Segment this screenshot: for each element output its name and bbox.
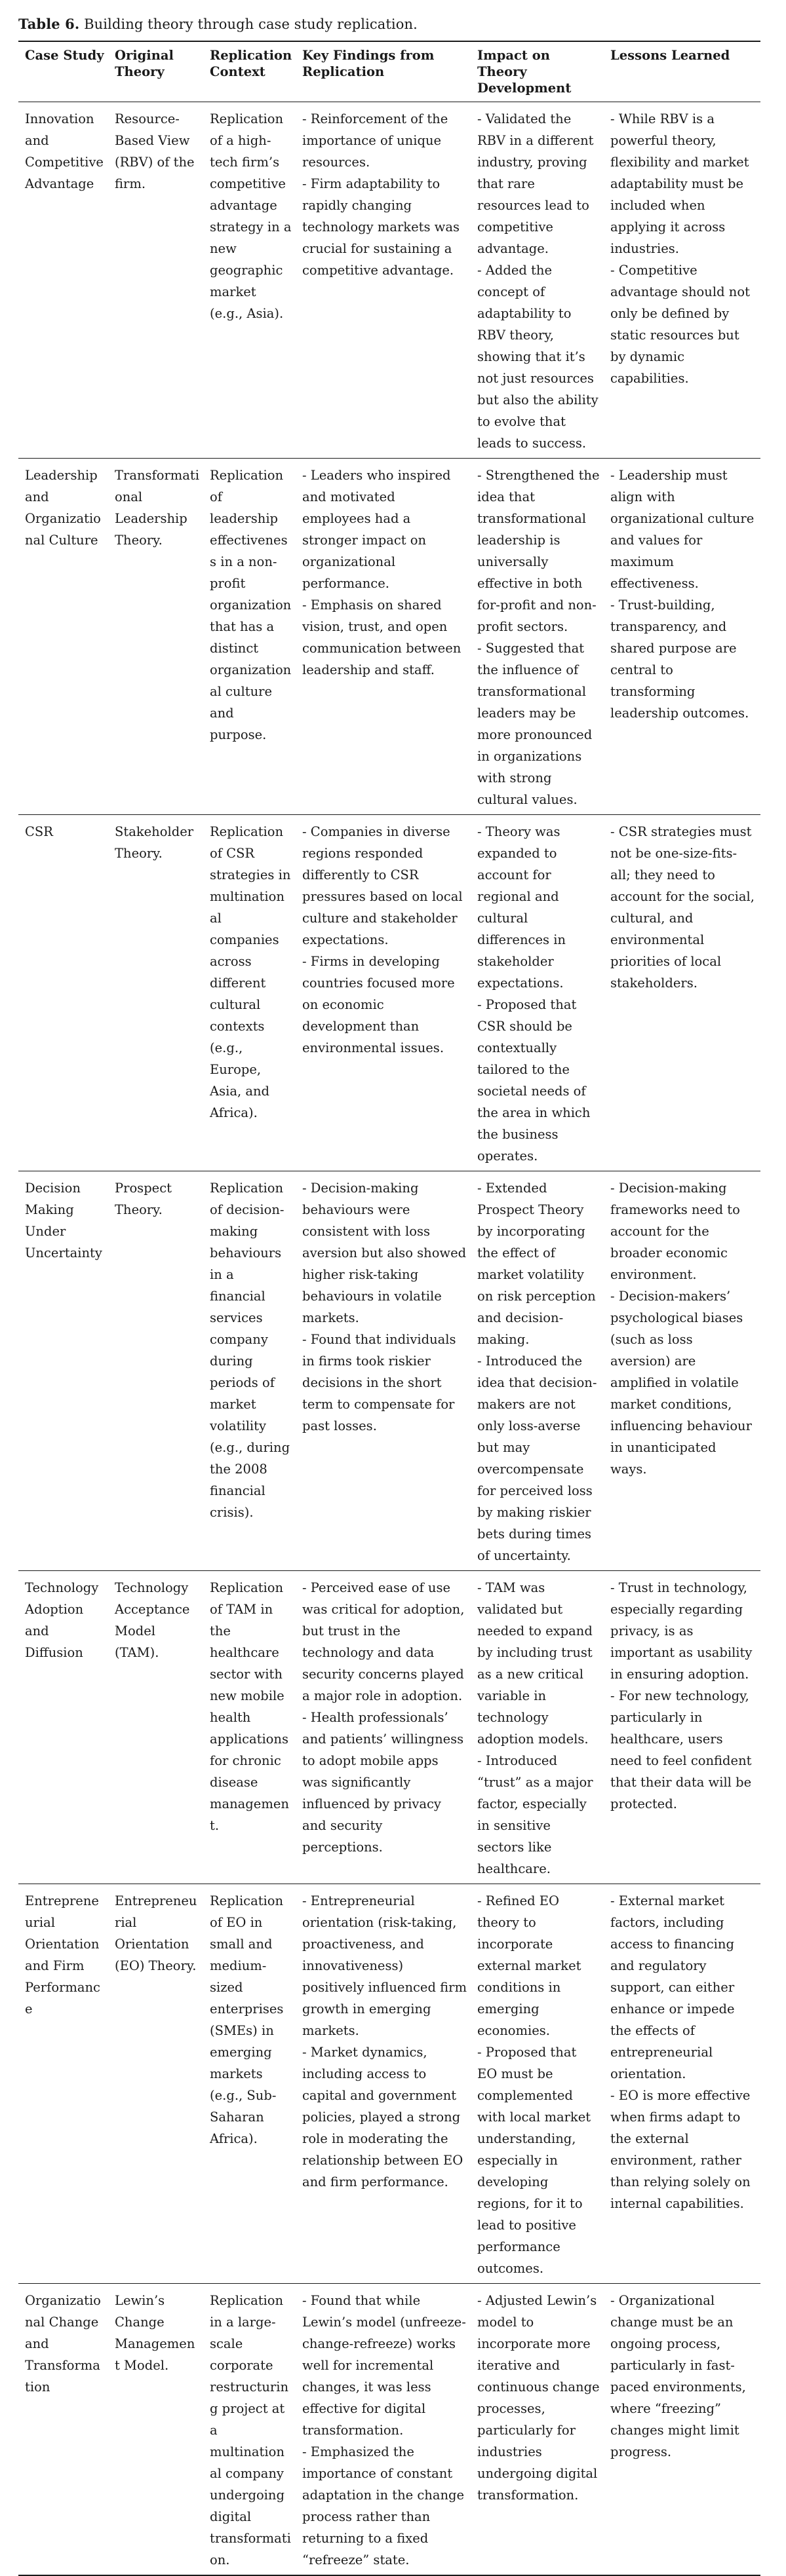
impact-item: - Added the concept of adaptability to RBV theory, showing that it’s not just resources but also the ability to evolve that leads to success. — [477, 263, 599, 451]
header-impact: Impact on Theory Development — [471, 41, 604, 102]
cell-case-study: CSR — [18, 815, 108, 1171]
finding-item: - Companies in diverse regions responded differently to CSR pressures based on local culture and stakeholder expectations. — [302, 824, 463, 947]
impact-item: - Proposed that CSR should be contextually tailored to the societal needs of the area in which the business operates. — [477, 997, 591, 1164]
cell-lessons — [604, 2284, 760, 2576]
cell-replication-context: Replication of leadership effectiveness in a non-profit organization that has a distinct organizational culture and purpose. — [203, 459, 296, 815]
table-caption-label: Table 6. — [18, 16, 80, 32]
lesson-item: - Organizational change must be an ongoing process, particularly in fast-paced environments, where “freezing” changes might limit progress. — [610, 2293, 746, 2459]
header-replication-context: Replication Context — [203, 41, 296, 102]
table-row — [18, 815, 760, 1171]
impact-item: - Validated the RBV in a different industry, proving that rare resources lead to competitive advantage. — [477, 111, 594, 256]
table-row — [18, 459, 760, 815]
cell-original-theory: Transformational Leadership Theory. — [108, 459, 203, 815]
finding-item: - Market dynamics, including access to capital and government policies, played a strong role in moderating the relationship between EO and firm performance. — [302, 2045, 463, 2189]
impact-item: - Suggested that the influence of transformational leaders may be more pronounced in organizations with strong cultural values. — [477, 641, 593, 807]
cell-case-study: Decision Making Under Uncertainty — [18, 1171, 108, 1571]
cell-case-study: Innovation and Competitive Advantage — [25, 111, 104, 191]
impact-item: - Proposed that EO must be complemented with local market understanding, especially in developing regions, for it to lead to positive performance outcomes. — [477, 2045, 591, 2276]
cell-lessons — [604, 459, 760, 815]
lesson-item: - Trust-building, transparency, and shared purpose are central to transforming leadership outcomes. — [610, 597, 749, 721]
cell-original-theory: Resource-Based View (RBV) of the firm. — [115, 111, 195, 191]
cell-original-theory: Lewin’s Change Management Model. — [108, 2284, 203, 2576]
case-study-replication-table — [18, 41, 760, 2576]
cell-key-findings — [296, 459, 471, 815]
finding-item: - Found that while Lewin’s model (unfreeze-change-refreeze) works well for incremental changes, it was less effective for digital transformation. — [302, 2293, 466, 2438]
finding-item: - Health professionals’ and patients’ willingness to adopt mobile apps was significantly influenced by privacy and security perceptions. — [302, 1710, 464, 1855]
cell-key-findings — [296, 102, 471, 459]
cell-replication-context: Replication of decision-making behaviours in a financial services company during periods of market volatility (e.g., during the 2008 financial crisis). — [203, 1171, 296, 1571]
cell-key-findings — [296, 2284, 471, 2576]
cell-key-findings — [296, 1884, 471, 2284]
cell-replication-context: Replication of EO in small and medium-sized enterprises (SMEs) in emerging markets (e.g., Sub-Saharan Africa). — [203, 1884, 296, 2284]
cell-replication-context: Replication of a high-tech firm’s competitive advantage strategy in a new geographic market (e.g., Asia). — [210, 111, 292, 321]
cell-impact — [471, 459, 604, 815]
cell-original-theory: Technology Acceptance Model (TAM). — [108, 1571, 203, 1884]
lesson-item: - Trust in technology, especially regarding privacy, is as important as usability in ensuring adoption. — [610, 1580, 753, 1682]
table-row — [18, 1571, 760, 1884]
header-original-theory: Original Theory — [108, 41, 203, 102]
cell-impact — [471, 1171, 604, 1571]
cell-key-findings — [296, 815, 471, 1171]
finding-item: - Found that individuals in firms took riskier decisions in the short term to compensate for past losses. — [302, 1332, 456, 1433]
table-header-row — [18, 41, 760, 102]
finding-item: - Emphasized the importance of constant adaptation in the change process rather than returning to a fixed “refreeze” state. — [302, 2444, 465, 2567]
header-lessons: Lessons Learned — [604, 41, 760, 102]
cell-replication-context: Replication of CSR strategies in multinational companies across different cultural contexts (e.g., Europe, Asia, and Africa). — [203, 815, 296, 1171]
cell-impact — [471, 815, 604, 1171]
cell-lessons — [604, 1571, 760, 1884]
table-header — [18, 41, 760, 102]
impact-item: - Extended Prospect Theory by incorporating the effect of market volatility on risk perception and decision-making. — [477, 1181, 596, 1347]
table-row — [18, 1884, 760, 2284]
cell-original-theory: Stakeholder Theory. — [108, 815, 203, 1171]
cell-impact — [471, 1571, 604, 1884]
impact-item: - Theory was expanded to account for regional and cultural differences in stakeholder expectations. — [477, 824, 566, 991]
header-key-findings: Key Findings from Replication — [296, 41, 471, 102]
header-case-study: Case Study — [18, 41, 108, 102]
lesson-item: - Decision-makers’ psychological biases (such as loss aversion) are amplified in volatile market conditions, influencing behaviour in unanticipated ways. — [610, 1289, 752, 1477]
finding-item: - Firm adaptability to rapidly changing technology markets was crucial for sustaining a competitive advantage. — [302, 176, 460, 278]
finding-item: - Perceived ease of use was critical for adoption, but trust in the technology and data security concerns played a major role in adoption. — [302, 1580, 465, 1703]
cell-original-theory: Entrepreneurial Orientation (EO) Theory. — [108, 1884, 203, 2284]
table-body — [18, 102, 760, 2576]
cell-replication-context: Replication of TAM in the healthcare sector with new mobile health applications for chronic disease management. — [203, 1571, 296, 1884]
impact-item: - TAM was validated but needed to expand by including trust as a new critical variable in technology adoption models. — [477, 1580, 593, 1747]
table-caption — [18, 14, 770, 34]
cell-lessons — [604, 815, 760, 1171]
table-row — [18, 1171, 760, 1571]
cell-case-study: Technology Adoption and Diffusion — [18, 1571, 108, 1884]
cell-replication-context: Replication in a large-scale corporate restructuring project at a multinational company undergoing digital transformation. — [203, 2284, 296, 2576]
lesson-item: - While RBV is a powerful theory, flexibility and market adaptability must be included when applying it across industries. — [610, 111, 749, 256]
impact-item: - Introduced “trust” as a major factor, especially in sensitive sectors like healthcare. — [477, 1753, 593, 1876]
lesson-item: - Decision-making frameworks need to account for the broader economic environment. — [610, 1181, 740, 1282]
impact-item: - Refined EO theory to incorporate external market conditions in emerging economies. — [477, 1893, 581, 2038]
finding-item: - Decision-making behaviours were consistent with loss aversion but also showed higher risk-taking behaviours in volatile markets. — [302, 1181, 467, 1325]
cell-impact — [471, 1884, 604, 2284]
table-row — [18, 102, 760, 459]
cell-lessons — [604, 1884, 760, 2284]
cell-key-findings — [296, 1571, 471, 1884]
finding-item: - Emphasis on shared vision, trust, and open communication between leadership and staff. — [302, 597, 462, 677]
cell-impact — [471, 102, 604, 459]
lesson-item: - External market factors, including access to financing and regulatory support, can either enhance or impede the effects of entrepreneurial orientation. — [610, 1893, 735, 2081]
finding-item: - Entrepreneurial orientation (risk-taking, proactiveness, and innovativeness) positively influenced firm growth in emerging markets. — [302, 1893, 467, 2038]
lesson-item: - CSR strategies must not be one-size-fits-all; they need to account for the social, cultural, and environmental priorities of local stakeholders. — [610, 824, 755, 991]
cell-impact — [471, 2284, 604, 2576]
lesson-item: - For new technology, particularly in healthcare, users need to feel confident that their data will be protected. — [610, 1688, 752, 1811]
table-caption-text: Building theory through case study replication. — [84, 16, 418, 32]
lesson-item: - Competitive advantage should not only be defined by static resources but by dynamic capabilities. — [610, 263, 750, 386]
finding-item: - Leaders who inspired and motivated employees had a stronger impact on organizational performance. — [302, 468, 451, 591]
cell-case-study: Organizational Change and Transformation — [18, 2284, 108, 2576]
cell-case-study: Entrepreneurial Orientation and Firm Performance — [18, 1884, 108, 2284]
cell-lessons — [604, 102, 760, 459]
impact-item: - Strengthened the idea that transformational leadership is universally effective in both for-profit and non-profit sectors. — [477, 468, 600, 634]
cell-case-study: Leadership and Organizational Culture — [18, 459, 108, 815]
lesson-item: - Leadership must align with organizational culture and values for maximum effectiveness. — [610, 468, 755, 591]
impact-item: - Adjusted Lewin’s model to incorporate more iterative and continuous change processes, particularly for industries undergoing digital transformation. — [477, 2293, 600, 2503]
cell-lessons — [604, 1171, 760, 1571]
table-row — [18, 2284, 760, 2576]
cell-original-theory: Prospect Theory. — [108, 1171, 203, 1571]
cell-key-findings — [296, 1171, 471, 1571]
finding-item: - Reinforcement of the importance of unique resources. — [302, 111, 448, 170]
impact-item: - Introduced the idea that decision-makers are not only loss-averse but may overcompensate for perceived loss by making riskier bets during times of uncertainty. — [477, 1354, 597, 1563]
lesson-item: - EO is more effective when firms adapt to the external environment, rather than relying solely on internal capabilities. — [610, 2088, 751, 2211]
finding-item: - Firms in developing countries focused more on economic development than environmental issues. — [302, 954, 455, 1055]
